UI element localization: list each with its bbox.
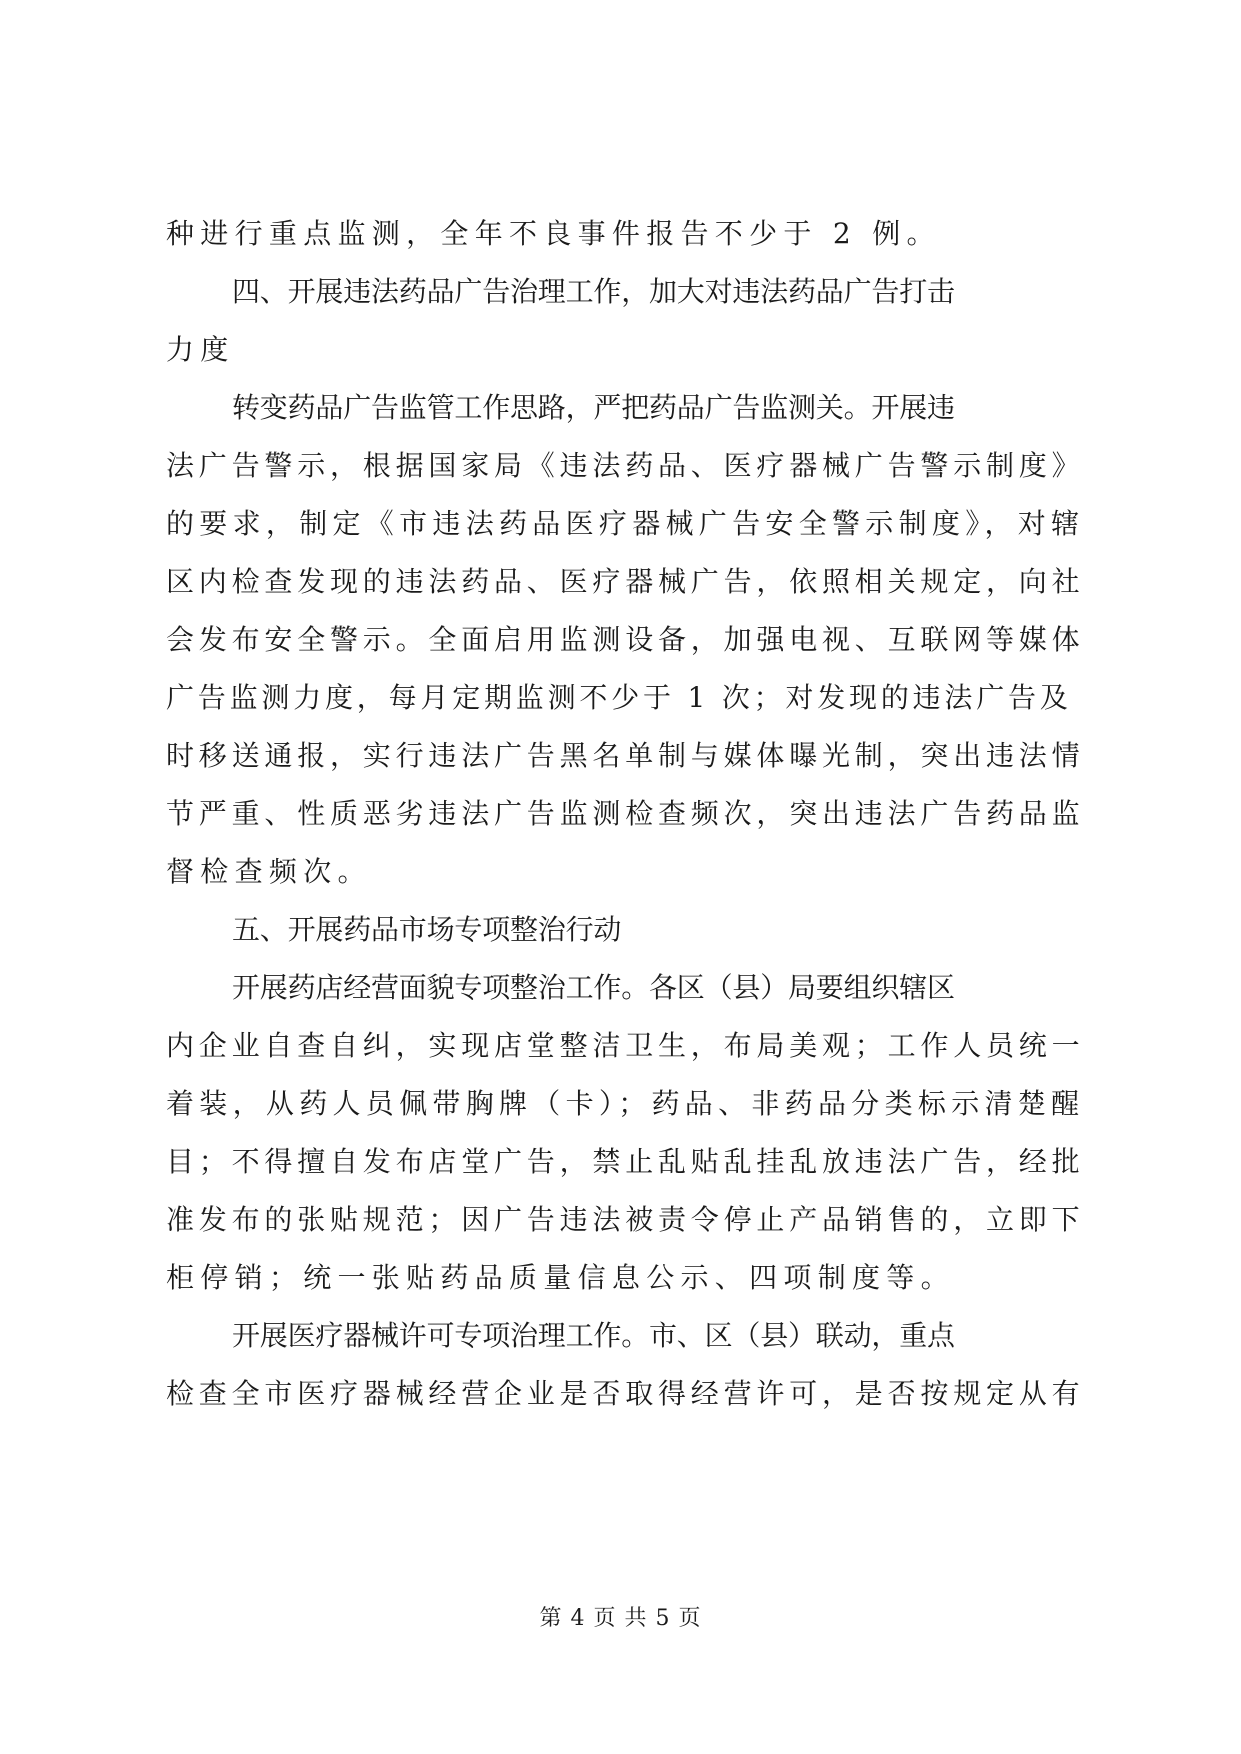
body-line: 柜停销；统一张贴药品质量信息公示、四项制度等。 [166,1261,955,1294]
body-line: 法广告警示，根据国家局《违法药品、医疗器械广告警示制度》 [166,449,1085,482]
section-heading-5: 五、开展药品市场专项整治行动 [232,913,622,946]
body-line: 的要求，制定《市违法药品医疗器械广告安全警示制度》，对辖 [166,507,1085,540]
body-line: 广告监测力度，每月定期监测不少于 1 次；对发现的违法广告及 [166,681,1072,714]
body-line: 检查全市医疗器械经营企业是否取得经营许可，是否按规定从有 [166,1377,1085,1410]
body-line: 目；不得擅自发布店堂广告，禁止乱贴乱挂乱放违法广告，经批 [166,1145,1085,1178]
body-line: 开展药店经营面貌专项整治工作。各区（县）局要组织辖区 [232,971,955,1004]
body-line: 着装，从药人员佩带胸牌（卡）；药品、非药品分类标示清楚醒 [166,1087,1085,1120]
body-line: 准发布的张贴规范；因广告违法被责令停止产品销售的，立即下 [166,1203,1085,1236]
body-line: 会发布安全警示。全面启用监测设备，加强电视、互联网等媒体 [166,623,1085,656]
body-line: 区内检查发现的违法药品、医疗器械广告，依照相关规定，向社 [166,565,1085,598]
body-line: 种进行重点监测，全年不良事件报告不少于 2 例。 [166,217,941,250]
body-line: 督检查频次。 [166,855,372,888]
section-heading-4: 四、开展违法药品广告治理工作，加大对违法药品广告打击 [232,275,955,308]
body-line: 时移送通报，实行违法广告黑名单制与媒体曝光制，突出违法情 [166,739,1085,772]
body-line: 节严重、性质恶劣违法广告监测检查频次，突出违法广告药品监 [166,797,1085,830]
body-line: 内企业自查自纠，实现店堂整洁卫生，布局美观；工作人员统一 [166,1029,1085,1062]
section-heading-4-cont: 力度 [166,333,235,366]
page-footer: 第 4 页 共 5 页 [539,1606,702,1631]
body-line: 开展医疗器械许可专项治理工作。市、区（县）联动，重点 [232,1319,955,1352]
body-line: 转变药品广告监管工作思路，严把药品广告监测关。开展违 [232,391,955,424]
